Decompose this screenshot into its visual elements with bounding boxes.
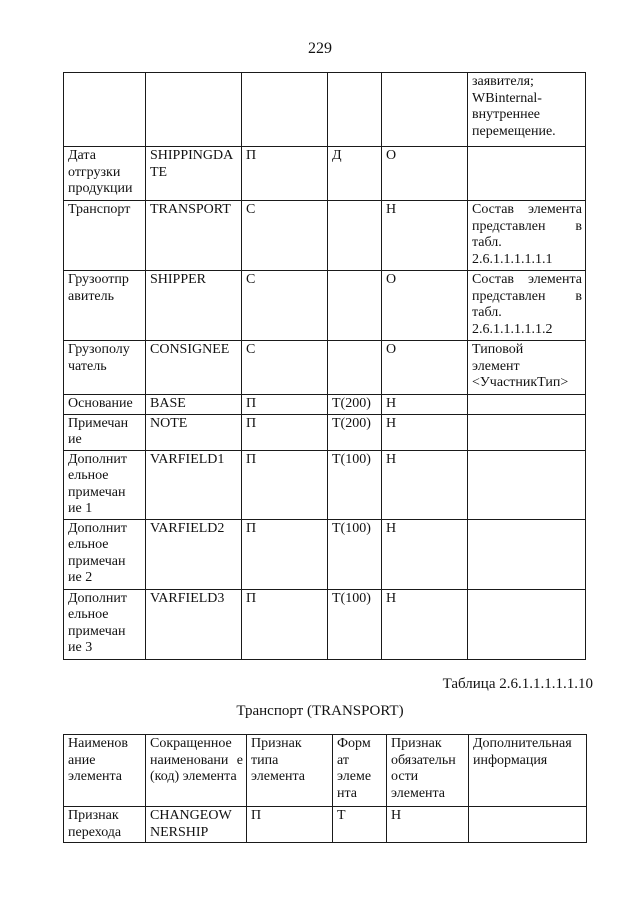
table-cell: Т(200) — [328, 395, 382, 415]
table-cell: П — [242, 519, 328, 589]
transport-table — [63, 734, 587, 843]
table-cell — [328, 341, 382, 395]
table-row — [64, 450, 586, 519]
table-cell: П — [242, 414, 328, 450]
table-cell: Т(100) — [328, 519, 382, 589]
table-cell — [468, 450, 586, 519]
table-row — [64, 201, 586, 271]
table-cell: Состав элемента представлен в табл. 2.6.1.1.1.1.1.2 — [468, 271, 586, 341]
column-header: Признак типа элемента — [247, 735, 333, 807]
table-cell: Н — [382, 414, 468, 450]
table-cell: Признак перехода — [64, 807, 146, 843]
table-cell: заявителя; WBinternal- внутреннее перемещение. — [468, 73, 586, 147]
table-cell: CONSIGNEE — [146, 341, 242, 395]
table-cell: П — [242, 395, 328, 415]
table-cell: Грузоотпр авитель — [64, 271, 146, 341]
table-cell: Н — [382, 201, 468, 271]
table-cell: Т — [333, 807, 387, 843]
table-cell: TRANSPORT — [146, 201, 242, 271]
table-cell — [468, 519, 586, 589]
table-cell — [468, 395, 586, 415]
table-cell: С — [242, 271, 328, 341]
table-cell — [242, 73, 328, 147]
table-cell — [468, 414, 586, 450]
table-caption: Таблица 2.6.1.1.1.1.1.10 — [442, 676, 593, 692]
column-header: Форм ат элеме нта — [333, 735, 387, 807]
table-row — [64, 341, 586, 395]
table-cell — [328, 201, 382, 271]
table-row — [64, 395, 586, 415]
table-cell: Дополнит ельное примечан ие 2 — [64, 519, 146, 589]
table-cell: Н — [387, 807, 469, 843]
table-cell — [468, 589, 586, 659]
table-cell: О — [382, 341, 468, 395]
table-cell: Т(200) — [328, 414, 382, 450]
table-title: Транспорт (TRANSPORT) — [236, 703, 404, 719]
table-cell: Т(100) — [328, 450, 382, 519]
page-number: 229 — [308, 40, 332, 57]
table-row — [64, 147, 586, 201]
table-cell: VARFIELD2 — [146, 519, 242, 589]
table-cell — [146, 73, 242, 147]
data-table-continued — [63, 72, 586, 660]
table-cell: BASE — [146, 395, 242, 415]
table-cell: Н — [382, 589, 468, 659]
table-row — [64, 807, 587, 843]
table-cell: Состав элемента представлен в табл. 2.6.1.1.1.1.1.1 — [468, 201, 586, 271]
table-cell: VARFIELD3 — [146, 589, 242, 659]
table-row — [64, 271, 586, 341]
column-header: Наименов ание элемента — [64, 735, 146, 807]
table-cell: Основание — [64, 395, 146, 415]
column-header: Дополнительная информация — [469, 735, 587, 807]
table-cell: VARFIELD1 — [146, 450, 242, 519]
table-cell: Грузополу чатель — [64, 341, 146, 395]
table-cell: SHIPPINGDA TE — [146, 147, 242, 201]
table-cell: Дополнит ельное примечан ие 1 — [64, 450, 146, 519]
table-cell: Н — [382, 450, 468, 519]
table-cell: SHIPPER — [146, 271, 242, 341]
table-cell: О — [382, 271, 468, 341]
table-cell: С — [242, 201, 328, 271]
table-cell: CHANGEOW NERSHIP — [146, 807, 247, 843]
table-cell — [64, 73, 146, 147]
table-cell: Транспорт — [64, 201, 146, 271]
table-row — [64, 73, 586, 147]
table-cell — [328, 271, 382, 341]
table-cell: Дополнит ельное примечан ие 3 — [64, 589, 146, 659]
table-cell: Н — [382, 395, 468, 415]
table-cell: Типовой элемент <УчастникТип> — [468, 341, 586, 395]
table-cell: Н — [382, 519, 468, 589]
table-header-row — [64, 735, 587, 807]
column-header: Признак обязательн ости элемента — [387, 735, 469, 807]
table-cell: П — [242, 147, 328, 201]
table-cell: С — [242, 341, 328, 395]
table-cell: NOTE — [146, 414, 242, 450]
column-header: Сокращенное наименовани е (код) элемента — [146, 735, 247, 807]
table-cell: О — [382, 147, 468, 201]
table-row — [64, 519, 586, 589]
table-cell: Д — [328, 147, 382, 201]
table-cell: Дата отгрузки продукции — [64, 147, 146, 201]
table-cell — [382, 73, 468, 147]
table-cell: П — [247, 807, 333, 843]
table-row — [64, 589, 586, 659]
table-cell — [328, 73, 382, 147]
table-cell — [468, 147, 586, 201]
table-cell: П — [242, 589, 328, 659]
table-cell: Т(100) — [328, 589, 382, 659]
table-row — [64, 414, 586, 450]
table-cell: П — [242, 450, 328, 519]
table-cell — [469, 807, 587, 843]
table-cell: Примечан ие — [64, 414, 146, 450]
